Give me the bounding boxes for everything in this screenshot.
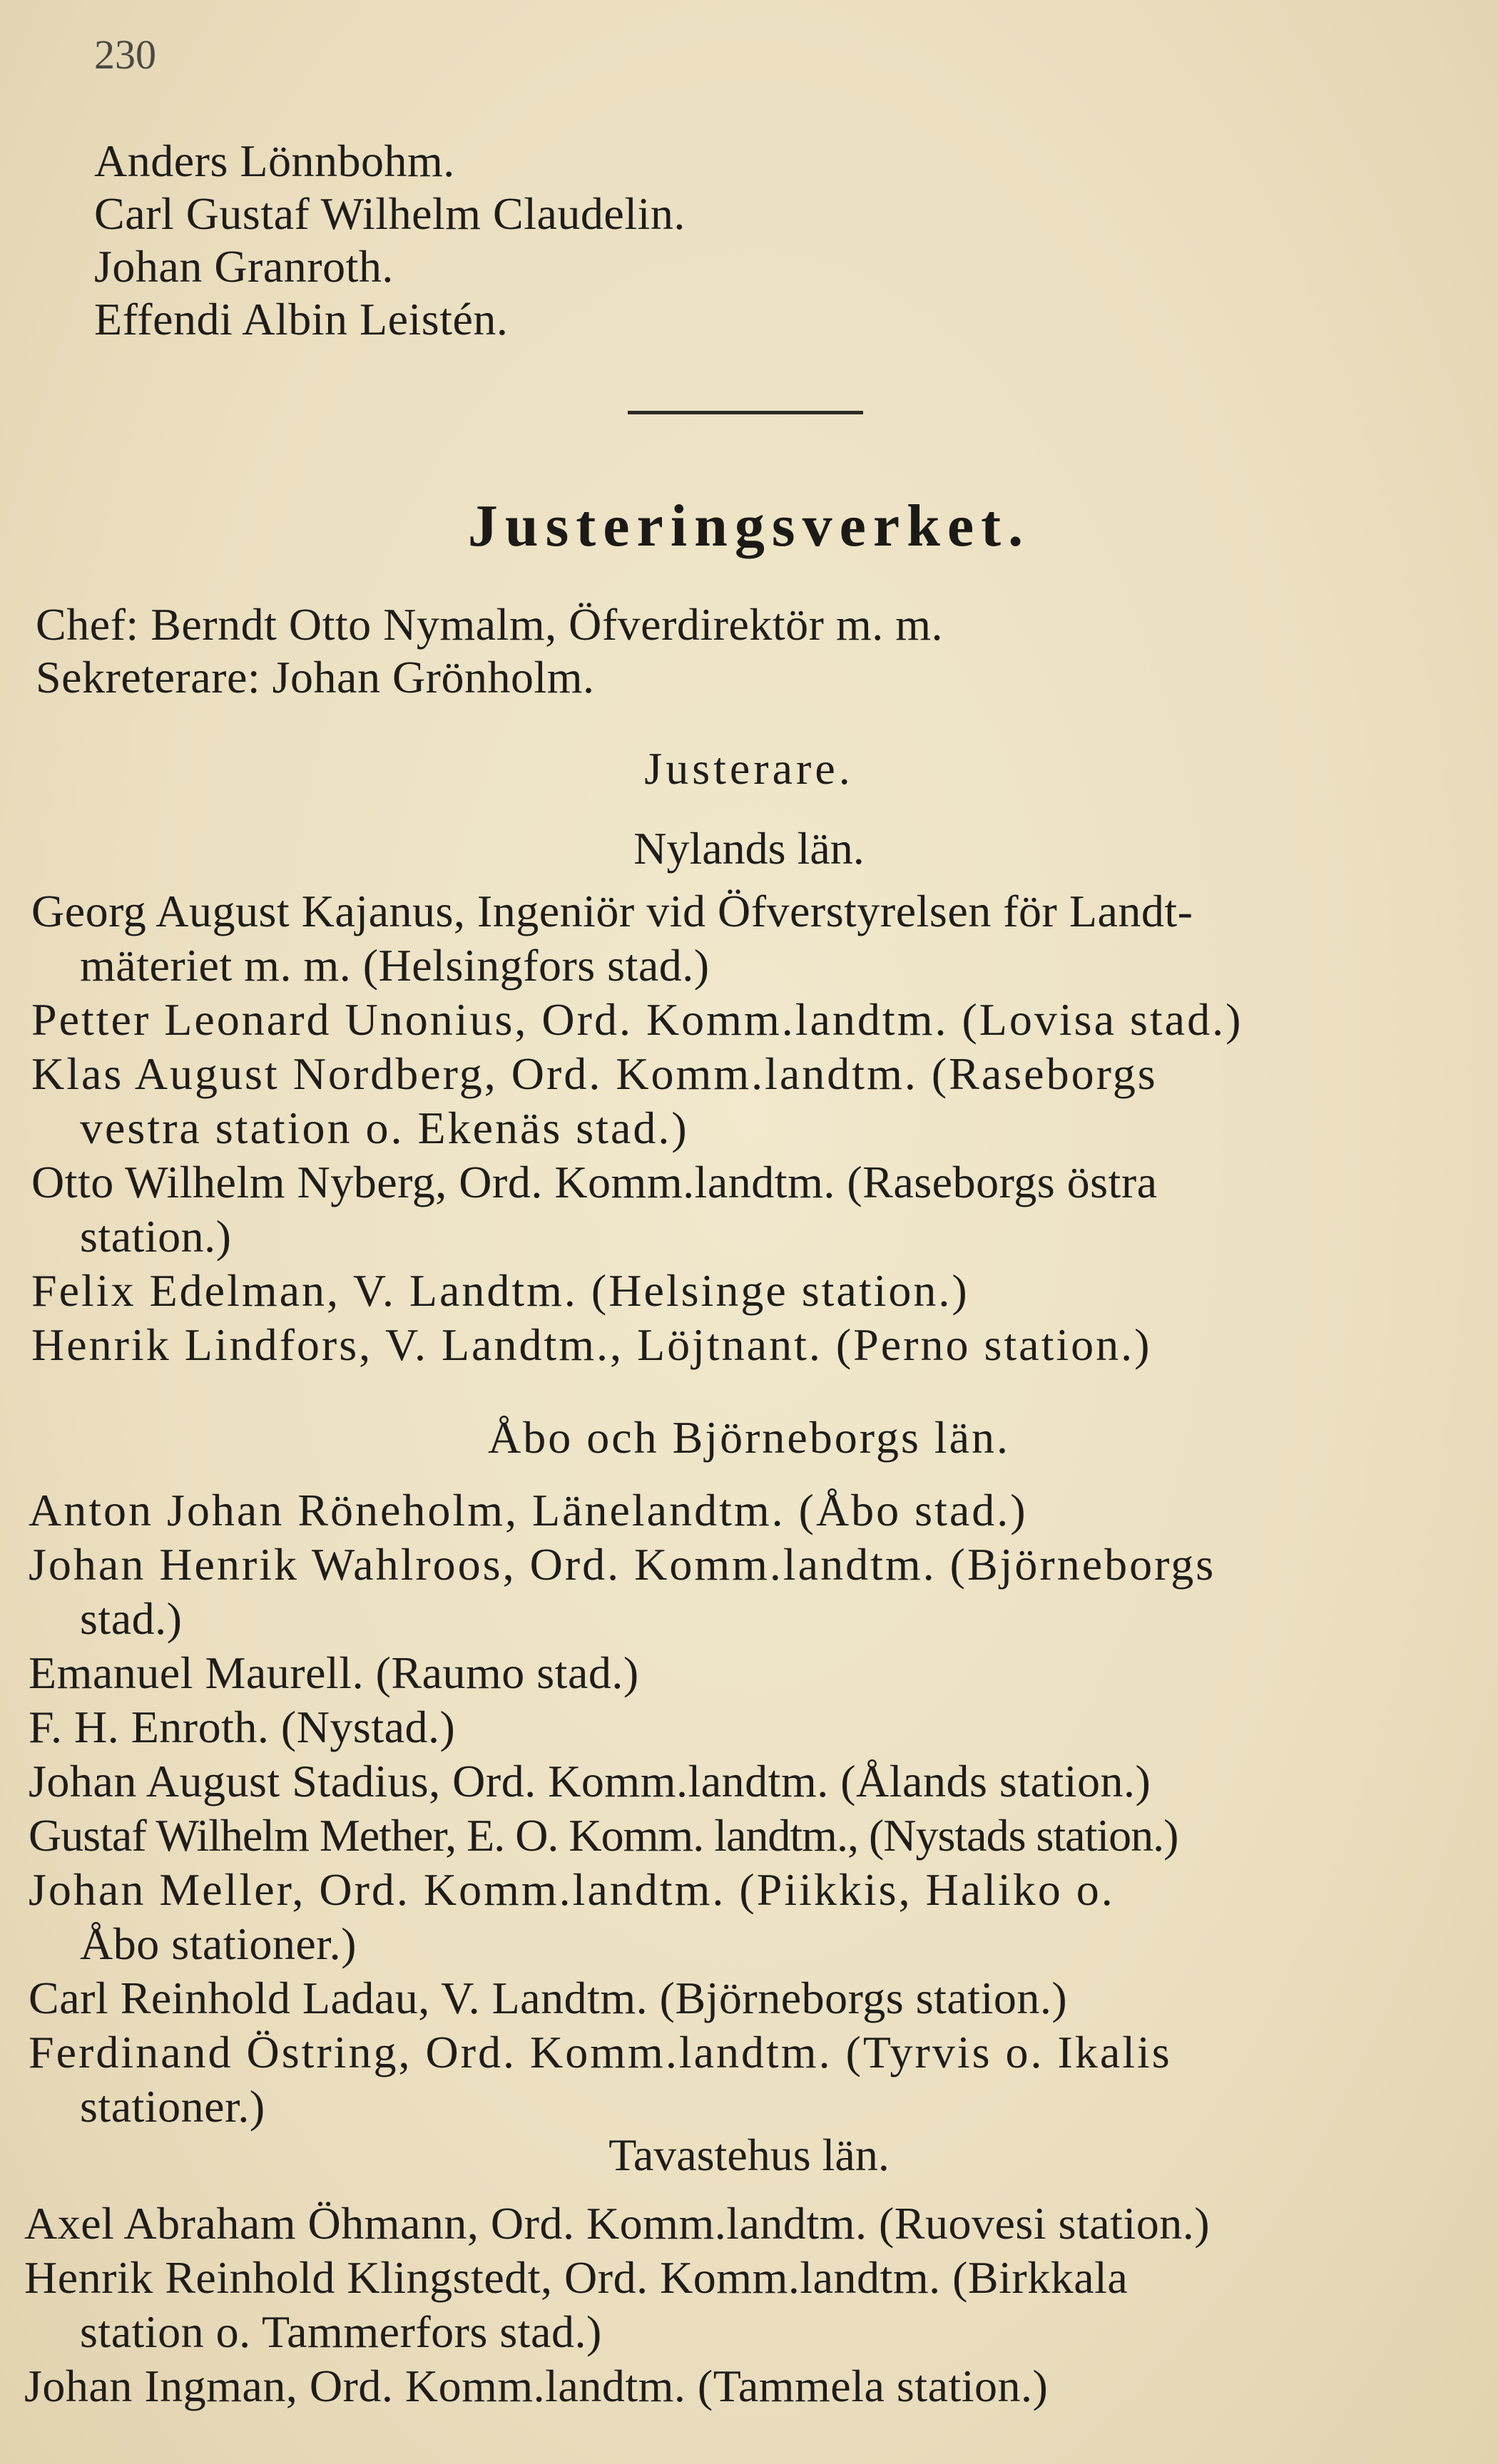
entry-line: Ferdinand Östring, Ord. Komm.landtm. (Tyrvis o. Ikalis <box>29 2027 1172 2077</box>
entry-line: Johan Ingman, Ord. Komm.landtm. (Tammela station.) <box>24 2361 1049 2411</box>
name-line: Effendi Albin Leistén. <box>94 294 509 344</box>
entry-line: Johan Henrik Wahlroos, Ord. Komm.landtm. (Björneborgs <box>29 1539 1216 1590</box>
chef-line: Chef: Berndt Otto Nymalm, Öfverdirektör m. m. <box>36 599 944 650</box>
entry-line: Åbo stationer.) <box>80 1918 357 1969</box>
section-title: Justeringsverket. <box>467 493 1031 559</box>
heading-abo: Åbo och Björneborgs län. <box>487 1412 1011 1463</box>
entry-line: Henrik Lindfors, V. Landtm., Löjtnant. (Perno station.) <box>31 1319 1152 1370</box>
heading-tavastehus: Tavastehus län. <box>608 2130 890 2180</box>
section-divider <box>628 411 863 414</box>
entry-line: Petter Leonard Unonius, Ord. Komm.landtm. (Lovisa stad.) <box>31 994 1243 1045</box>
entry-line: stad.) <box>80 1593 183 1644</box>
entry-line: Carl Reinhold Ladau, V. Landtm. (Björneborgs station.) <box>29 1973 1068 2023</box>
entry-line: Anton Johan Röneholm, Länelandtm. (Åbo stad.) <box>29 1485 1028 1535</box>
name-line: Carl Gustaf Wilhelm Claudelin. <box>94 188 686 239</box>
entry-line: F. H. Enroth. (Nystad.) <box>29 1702 456 1752</box>
entry-line: Johan August Stadius, Ord. Komm.landtm. (Ålands station.) <box>29 1756 1151 1806</box>
entry-line: Henrik Reinhold Klingstedt, Ord. Komm.landtm. (Birkkala <box>24 2252 1128 2303</box>
entry-line: station.) <box>80 1211 232 1262</box>
entry-line: vestra station o. Ekenäs stad.) <box>80 1103 689 1153</box>
name-line: Johan Granroth. <box>94 241 394 292</box>
entry-line: stationer.) <box>80 2081 265 2132</box>
heading-nylands: Nylands län. <box>633 823 865 874</box>
entry-line: Otto Wilhelm Nyberg, Ord. Komm.landtm. (Raseborgs östra <box>31 1157 1158 1207</box>
entry-line: mäteriet m. m. (Helsingfors stad.) <box>80 940 710 991</box>
entry-line: station o. Tammerfors stad.) <box>80 2306 602 2357</box>
entry-line: Emanuel Maurell. (Raumo stad.) <box>29 1647 639 1698</box>
sekreterare-line: Sekreterare: Johan Grönholm. <box>36 652 595 702</box>
entry-line: Johan Meller, Ord. Komm.landtm. (Piikkis, Haliko o. <box>29 1864 1115 1915</box>
entry-line: Gustaf Wilhelm Mether, E. O. Komm. landtm., (Nystads station.) <box>29 1810 1178 1861</box>
entry-line: Klas August Nordberg, Ord. Komm.landtm. (Raseborgs <box>31 1048 1158 1099</box>
entry-line: Georg August Kajanus, Ingeniör vid Öfverstyrelsen för Landt- <box>31 886 1193 936</box>
entry-line: Felix Edelman, V. Landtm. (Helsinge station.) <box>31 1265 969 1316</box>
page-number: 230 <box>94 31 156 78</box>
subheading-justerare: Justerare. <box>644 743 854 794</box>
name-line: Anders Lönnbohm. <box>94 136 455 186</box>
entry-line: Axel Abraham Öhmann, Ord. Komm.landtm. (Ruovesi station.) <box>24 2198 1211 2249</box>
